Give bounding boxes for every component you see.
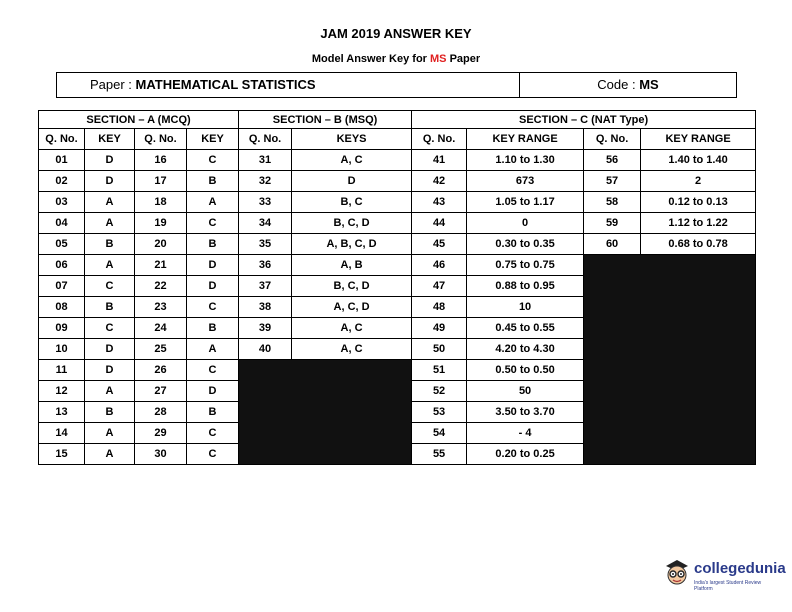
table-cell: 57 (584, 171, 641, 192)
table-cell: 39 (239, 318, 292, 339)
table-cell: 44 (412, 213, 467, 234)
table-cell: 0 (467, 213, 584, 234)
table-cell: 01 (39, 150, 85, 171)
column-header: Q. No. (135, 129, 187, 150)
table-cell: 22 (135, 276, 187, 297)
table-cell: 37 (239, 276, 292, 297)
table-cell: 40 (239, 339, 292, 360)
table-cell: 41 (412, 150, 467, 171)
table-cell: 53 (412, 402, 467, 423)
table-cell: 0.68 to 0.78 (641, 234, 756, 255)
table-cell: 29 (135, 423, 187, 444)
paper-info-box (56, 72, 737, 98)
table-cell: B (187, 402, 239, 423)
table-row (39, 213, 756, 234)
page-subtitle (0, 53, 792, 65)
code-cell (520, 73, 736, 97)
table-cell: 06 (39, 255, 85, 276)
table-cell: A (85, 444, 135, 465)
table-cell: D (292, 171, 412, 192)
table-cell: 0.88 to 0.95 (467, 276, 584, 297)
table-cell: 59 (584, 213, 641, 234)
table-cell: 0.50 to 0.50 (467, 360, 584, 381)
table-cell: 1.40 to 1.40 (641, 150, 756, 171)
table-row (39, 234, 756, 255)
table-cell: A (187, 192, 239, 213)
table-cell: A, C (292, 318, 412, 339)
table-cell: 1.05 to 1.17 (467, 192, 584, 213)
table-cell: 43 (412, 192, 467, 213)
table-cell: A (85, 255, 135, 276)
table-cell: 33 (239, 192, 292, 213)
table-cell: 48 (412, 297, 467, 318)
column-header: KEY (85, 129, 135, 150)
table-cell: 10 (39, 339, 85, 360)
table-cell: 60 (584, 234, 641, 255)
table-cell: 20 (135, 234, 187, 255)
table-cell: B (85, 402, 135, 423)
table-cell: D (187, 255, 239, 276)
column-header: Q. No. (39, 129, 85, 150)
code-value: MS (639, 77, 659, 92)
paper-cell (57, 73, 520, 97)
table-cell: 47 (412, 276, 467, 297)
table-cell: B (187, 171, 239, 192)
table-row (39, 192, 756, 213)
table-cell: 21 (135, 255, 187, 276)
table-cell: 54 (412, 423, 467, 444)
table-cell: - 4 (467, 423, 584, 444)
table-cell: A, B, C, D (292, 234, 412, 255)
table-cell: B, C (292, 192, 412, 213)
table-cell: A, C (292, 339, 412, 360)
table-cell: 19 (135, 213, 187, 234)
paper-value: MATHEMATICAL STATISTICS (135, 77, 316, 92)
section-header-row (39, 111, 756, 129)
table-cell: 07 (39, 276, 85, 297)
table-cell: 50 (412, 339, 467, 360)
table-cell: 31 (239, 150, 292, 171)
table-cell: 52 (412, 381, 467, 402)
answer-key-table (38, 110, 756, 465)
table-cell: 51 (412, 360, 467, 381)
table-cell: C (187, 444, 239, 465)
table-cell: C (187, 297, 239, 318)
logo-tagline: India's largest Student Review Platform (694, 580, 762, 592)
table-cell: 55 (412, 444, 467, 465)
table-cell: C (187, 423, 239, 444)
table-cell: 56 (584, 150, 641, 171)
table-cell: B, C, D (292, 276, 412, 297)
section-a-header: SECTION – A (MCQ) (39, 111, 239, 129)
table-cell: 08 (39, 297, 85, 318)
table-cell: 4.20 to 4.30 (467, 339, 584, 360)
table-cell: 673 (467, 171, 584, 192)
blank-region (239, 360, 412, 465)
table-cell: 0.12 to 0.13 (641, 192, 756, 213)
table-cell: C (187, 150, 239, 171)
table-cell: 30 (135, 444, 187, 465)
table-cell: 05 (39, 234, 85, 255)
table-cell: 23 (135, 297, 187, 318)
paper-label: Paper : (90, 77, 136, 92)
column-header-row (39, 129, 756, 150)
table-cell: B (85, 234, 135, 255)
column-header: KEY (187, 129, 239, 150)
table-cell: 42 (412, 171, 467, 192)
table-cell: 1.12 to 1.22 (641, 213, 756, 234)
section-b-header: SECTION – B (MSQ) (239, 111, 412, 129)
table-cell: C (187, 360, 239, 381)
table-cell: C (85, 318, 135, 339)
table-cell: 14 (39, 423, 85, 444)
table-cell: D (85, 339, 135, 360)
table-cell: 18 (135, 192, 187, 213)
table-cell: 46 (412, 255, 467, 276)
table-cell: 0.20 to 0.25 (467, 444, 584, 465)
code-label: Code : (597, 77, 640, 92)
column-header: Q. No. (412, 129, 467, 150)
table-row (39, 171, 756, 192)
table-cell: 03 (39, 192, 85, 213)
table-cell: 10 (467, 297, 584, 318)
table-cell: C (187, 213, 239, 234)
table-cell: C (85, 276, 135, 297)
table-cell: 1.10 to 1.30 (467, 150, 584, 171)
column-header: KEY RANGE (467, 129, 584, 150)
table-cell: 2 (641, 171, 756, 192)
column-header: KEY RANGE (641, 129, 756, 150)
table-cell: 58 (584, 192, 641, 213)
table-cell: 09 (39, 318, 85, 339)
subtitle-suffix: Paper (446, 53, 481, 65)
blank-region (584, 255, 756, 465)
column-header: Q. No. (584, 129, 641, 150)
table-cell: 36 (239, 255, 292, 276)
table-cell: 17 (135, 171, 187, 192)
table-row (39, 255, 756, 276)
table-cell: D (187, 276, 239, 297)
table-cell: 12 (39, 381, 85, 402)
table-cell: 35 (239, 234, 292, 255)
table-cell: 11 (39, 360, 85, 381)
table-cell: B, C, D (292, 213, 412, 234)
table-cell: D (85, 150, 135, 171)
table-cell: 0.45 to 0.55 (467, 318, 584, 339)
table-cell: 0.30 to 0.35 (467, 234, 584, 255)
table-cell: 45 (412, 234, 467, 255)
section-c-header: SECTION – C (NAT Type) (412, 111, 756, 129)
table-cell: A, C, D (292, 297, 412, 318)
column-header: Q. No. (239, 129, 292, 150)
table-cell: A (85, 423, 135, 444)
table-row (39, 150, 756, 171)
mascot-icon (664, 558, 690, 586)
table-cell: A (85, 381, 135, 402)
logo-name: collegedunia (694, 560, 786, 577)
column-header: KEYS (292, 129, 412, 150)
collegedunia-logo (664, 554, 786, 594)
table-cell: D (85, 171, 135, 192)
table-cell: B (85, 297, 135, 318)
table-cell: 02 (39, 171, 85, 192)
table-cell: 49 (412, 318, 467, 339)
table-cell: 15 (39, 444, 85, 465)
table-cell: B (187, 318, 239, 339)
table-cell: 50 (467, 381, 584, 402)
table-cell: 34 (239, 213, 292, 234)
table-cell: 04 (39, 213, 85, 234)
table-cell: A (85, 192, 135, 213)
table-cell: B (187, 234, 239, 255)
table-cell: 28 (135, 402, 187, 423)
table-cell: 0.75 to 0.75 (467, 255, 584, 276)
table-cell: 3.50 to 3.70 (467, 402, 584, 423)
table-cell: 32 (239, 171, 292, 192)
table-cell: 24 (135, 318, 187, 339)
subtitle-prefix: Model Answer Key for (311, 53, 431, 65)
table-cell: 38 (239, 297, 292, 318)
subtitle-highlight: MS (430, 53, 447, 65)
table-cell: 25 (135, 339, 187, 360)
table-cell: D (187, 381, 239, 402)
table-cell: 13 (39, 402, 85, 423)
table-cell: 27 (135, 381, 187, 402)
table-cell: A (85, 213, 135, 234)
table-cell: D (85, 360, 135, 381)
table-cell: A (187, 339, 239, 360)
table-cell: A, B (292, 255, 412, 276)
table-cell: 26 (135, 360, 187, 381)
table-cell: 16 (135, 150, 187, 171)
table-cell: A, C (292, 150, 412, 171)
page-title: JAM 2019 ANSWER KEY (320, 26, 472, 41)
